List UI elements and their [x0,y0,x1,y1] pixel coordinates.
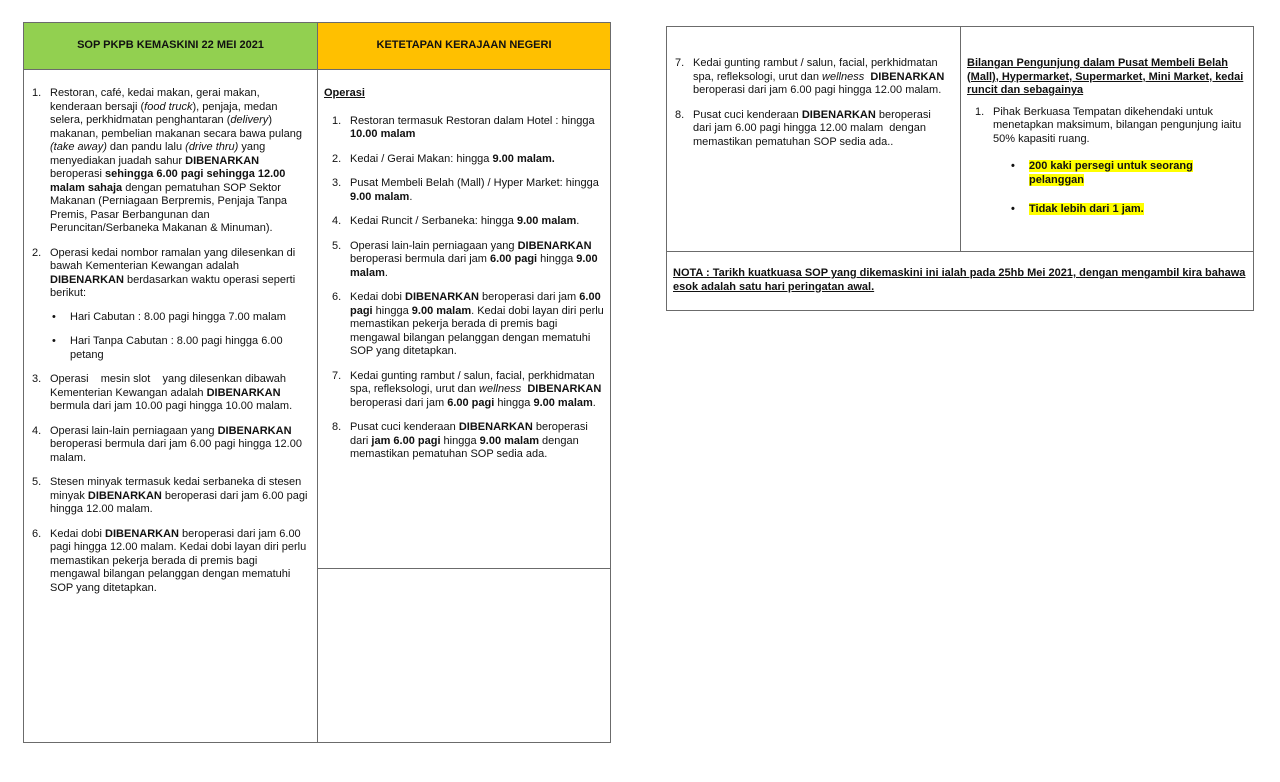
sop-item-1 [24,87,308,236]
item-text-bold: DIBENARKAN [185,154,260,167]
sop-item-4 [24,425,308,466]
item-text-italic: delivery [230,114,269,126]
sop-item-2-bullets [50,311,308,363]
item-text: hingga [494,396,534,409]
item-text-italic: (take away) [50,141,107,153]
item-text-bold: 6.00 pagi [490,253,538,265]
nota-divider [667,251,1253,252]
negeri-item-2 [324,153,606,167]
negeri-item-3 [324,177,606,204]
item-number: 5. [332,239,342,252]
sop-item-6 [24,528,308,596]
item-text-bold: DIBENARKAN [405,291,479,303]
sop-item-5 [24,476,308,517]
item-text-bold: 9.00 malam [350,253,598,279]
item-text: . [592,396,596,409]
item-text-bold: 10.00 malam [350,128,416,140]
item-number: 7. [332,369,342,382]
bullet-icon: • [1011,203,1015,215]
sop-item-3 [24,373,308,414]
header-ketetapan-negeri: KETETAPAN KERAJAAN NEGERI [318,23,610,69]
item-number: 3. [32,373,42,385]
visitor-highlights [967,160,1247,217]
highlight-item [967,203,1247,217]
item-text: Operasi kedai nombor ramalan yang dilesenkan di bawah Kementerian Kewangan adalah [50,246,296,272]
item-text-bold: 9.00 malam [479,434,539,447]
item-number: 3. [332,177,342,189]
item-text: beroperasi dari jam 6.00 pagi hingga 12.00 malam dengan memastikan pematuhan SOP sedia ada.. [693,108,934,148]
item-text-bold: 9.00 malam [533,396,593,409]
negeri-item-6 [324,291,606,359]
negeri-item-8-cont [667,109,951,150]
item-text-bold: sehingga 6.00 pagi sehingga 12.00 malam sahaja [50,168,286,194]
item-text: Kedai dobi [350,291,406,303]
item-text: hingga [440,434,480,447]
item-text: ) makanan, pembelian makanan secara bawa pulang [50,114,302,140]
item-text: Restoran, café, kedai makan, gerai makan, kenderaan bersaji ( [50,87,260,113]
item-text-bold: DIBENARKAN [801,108,876,121]
item-number: 2. [32,246,42,259]
continuation-table [666,26,1254,311]
item-text: Operasi lain-lain perniagaan yang [50,424,218,437]
item-text-bold: jam 6.00 pagi [371,434,441,447]
item-text: beroperasi dari jam [479,291,580,303]
item-text: Pihak Berkuasa Tempatan dikehendaki untuk menetapkan maksimum, bilangan pengunjung iaitu 50% kapasiti ruang. [993,105,1242,145]
item-text-bold: DIBENARKAN [527,383,602,395]
item-number: 4. [32,424,42,437]
negeri-item-7-cont [667,57,951,98]
item-text: beroperasi bermula dari jam 6.00 pagi hingga 12.00 malam. [50,438,302,464]
item-text-bold: 6.00 pagi [350,291,601,317]
item-text: . Kedai dobi layan diri perlu memastikan pekerja berada di premis bagi mengawal bilangan pelanggan dengan mematuhi SOP yang ditetapkan. [350,304,604,357]
item-text-bold: DIBENARKAN [458,421,533,433]
item-text-bold: DIBENARKAN [206,386,281,399]
item-number: 1. [32,87,42,99]
item-text: . [409,190,413,203]
item-number: 4. [332,215,342,227]
sop-column [24,87,314,606]
item-text-bold: DIBENARKAN [217,424,292,437]
item-number: 5. [32,476,42,488]
item-text: beroperasi bermula dari jam [350,253,491,265]
bullet-item: • Hari Tanpa Cabutan : 8.00 pagi hingga 6.00 petang [50,335,308,362]
item-text: beroperasi dari jam 6.00 pagi hingga 12.00 malam. [50,489,308,515]
visitor-column [961,57,1253,233]
item-text-bold: 9.00 malam. [492,152,555,165]
negeri-item-1 [324,115,606,142]
item-text: beroperasi dari jam 6.00 pagi hingga 12.00 malam. Kedai dobi layan diri perlu memastikan pekerja berada di premis bagi mengawal bilangan pelanggan dengan mematuhi SOP yang ditetapkan. [50,527,307,594]
item-text: Kedai gunting rambut / salun, facial, perkhidmatan spa, refleksologi, urut dan [693,57,938,83]
sop-item-2 [24,247,308,363]
item-number: 6. [32,527,42,540]
item-text: Pusat cuci kenderaan [350,421,459,433]
item-text-bold: 9.00 malam [411,304,472,317]
item-text: dan pandu lalu [106,141,186,153]
item-text-bold: DIBENARKAN [517,239,592,252]
item-text: . [576,215,580,227]
operasi-heading: Operasi [324,87,365,99]
highlight-item [967,160,1247,187]
negeri-item-7 [324,370,606,411]
item-number: 8. [675,108,685,121]
item-text: Operasi mesin slot yang dilesenkan dibawah Kementerian Kewangan adalah [50,373,290,399]
bullet-icon: • [1011,160,1015,172]
item-text: beroperasi [50,168,106,180]
item-text-italic: food truck [144,100,193,113]
sop-comparison-table [23,22,611,743]
item-number: 7. [675,57,685,69]
item-text-italic: wellness [479,383,522,395]
item-text: Kedai gunting rambut / salun, facial, perkhidmatan spa, refleksologi, urut dan [350,369,595,395]
item-text: hingga [372,304,412,317]
item-text: berdasarkan waktu operasi seperti berikut: [50,273,296,299]
item-text-italic: (drive thru) [185,141,239,153]
item-text-bold: 9.00 malam [516,215,577,227]
item-text: Restoran termasuk Restoran dalam Hotel : hingga [350,114,595,127]
item-text: Operasi lain-lain perniagaan yang [350,239,518,252]
negeri-cell-divider [318,568,610,569]
negeri-item-5 [324,240,606,281]
item-text: Pusat Membeli Belah (Mall) / Hyper Market: hingga [350,177,599,189]
item-number: 8. [332,421,342,433]
item-text-bold: DIBENARKAN [105,527,179,540]
visitor-heading: Bilangan Pengunjung dalam Pusat Membeli Belah (Mall), Hypermarket, Supermarket, Mini Market, kedai runcit dan sebagainya [967,57,1244,96]
highlight-text: 200 kaki persegi untuk seorang pelanggan [1029,160,1193,186]
item-text: yang menyediakan juadah sahur [50,141,266,167]
item-text: Pusat cuci kenderaan [693,108,802,121]
item-text: bermula dari jam 10.00 pagi hingga 10.00 malam. [50,400,293,412]
item-text: dengan memastikan pematuhan SOP sedia ada. [350,434,579,460]
item-text-bold: 9.00 malam [350,190,410,203]
item-text: Kedai dobi [50,527,106,540]
item-text: dengan pematuhan SOP Sektor Makanan (Perniagaan Berpremis, Penjaja Tanpa Premis, Pasar Berbangunan dan Peruncitan/Serbaneka Makanan & Minuman). [50,181,288,234]
item-number: 6. [332,291,342,303]
negeri-column [318,87,610,473]
highlight-text: Tidak lebih dari 1 jam. [1029,203,1144,215]
bullet-item: • Hari Cabutan : 8.00 pagi hingga 7.00 malam [50,311,308,325]
item-text-bold: DIBENARKAN [870,70,945,83]
item-number: 2. [332,152,342,165]
header-sop-pkpb: SOP PKPB KEMASKINI 22 MEI 2021 [24,23,318,69]
item-text: hingga [537,253,577,265]
negeri-item-4 [324,215,606,229]
item-text-bold: DIBENARKAN [50,273,124,286]
item-text: ), penjaja, medan selera, perkhidmatan penghantaran ( [50,100,278,126]
visitor-item-1 [967,106,1247,147]
item-text-bold: 6.00 pagi [447,396,495,409]
item-text: beroperasi dari jam 6.00 pagi hingga 12.00 malam. [693,84,942,96]
item-text-italic: wellness [822,70,865,83]
nota-note: NOTA : Tarikh kuatkuasa SOP yang dikemaskini ini ialah pada 25hb Mei 2021, dengan mengambil kira bahawa esok adalah satu hari peringatan awal. [673,267,1246,293]
item-text: Stesen minyak termasuk kedai serbaneka di stesen minyak [50,476,302,502]
continued-negeri-column [667,57,957,160]
item-text: Kedai Runcit / Serbaneka: hingga [350,215,517,227]
item-text: beroperasi dari [350,421,588,447]
negeri-item-8 [324,421,606,462]
item-text-bold: DIBENARKAN [87,489,162,502]
item-text: Kedai / Gerai Makan: hingga [350,152,493,165]
item-text: . [384,266,388,279]
item-number: 1. [332,114,342,127]
item-number: 1. [975,105,985,118]
item-text: beroperasi dari jam [350,396,448,409]
